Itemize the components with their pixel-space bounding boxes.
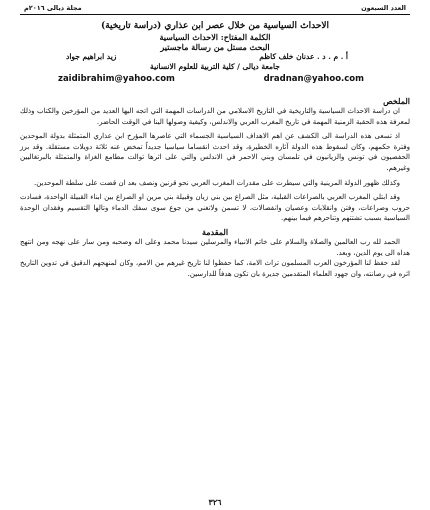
email-1: dradnan@yahoo.com (263, 74, 364, 84)
intro-paragraph: لقد حفظ لنا المؤرخون العرب المسلمون تراث الامة، كما حفظوا لنا تاريخ غيرهم من الامم، وكان لمنهجهم الدقيق في تدوين التاريخ اثره في رصانته، وان جهود العلماء المتقدمين جديرة بان تكون هدفاً للدارسين. (20, 259, 410, 278)
author-1: أ . م . د . عدنان خلف كاظم (259, 52, 348, 61)
abstract-paragraph: اذ تسعى هذه الدراسة الى الكشف عن اهم الاهداف السياسية الجسماء التي عاصرها المؤرخ ابن عذاري المتمثلة بدولة الموحدين وفترة حكمهم، وكان لسقوط هذه الدولة آثاره الخطيرة، وقد احدث انقساما سياسيا جديداً تمخض عنه ثلاثة دويلات مستقلة. وقد برز الحفصيون في تونس والزيانيون في تلمسان وبني الاحمر في الاندلس والتي على اثرها توالت مطامع الغزاة والمتمثلة بالبرتغاليين وغيرهم. (20, 132, 410, 172)
abstract-paragraph: ان دراسة الاحداث السياسية والتاريخية في التاريخ الاسلامي من الدراسات المهمة التي اتجه اليها العديد من المؤرخين والكتاب وذلك لمعرفة هذه الحقبة الزمنية المهمة في تاريخ المغرب العربي والاندلس، وكيفية وصولها الينا في الوقت الحاضر. (20, 107, 410, 126)
keywords: الكلمة المفتاح: الاحداث السياسية (159, 32, 271, 42)
paper-title: الاحداث السياسية من خلال عصر ابن عذاري (دراسة تاريخية) (100, 21, 330, 31)
affiliation: جامعة ديالى / كلية التربية للعلوم الانسانية (150, 62, 280, 71)
abstract-paragraph: وكذلك ظهور الدولة المرينية والتي سيطرت على مقدرات المغرب العربي نحو قرنين ونصف بعد ان قضت على سلطة الموحدين. (34, 178, 400, 187)
author-emails (20, 74, 410, 84)
intro-paragraph: الحمد لله رب العالمين والصلاة والسلام على خاتم الانبياء والمرسلين سيدنا محمد وعلى اله وصحبه ومن سار على نهجه ومن انتهج هداه الى يوم الدين، وبعد. (20, 237, 410, 257)
research-note: البحث مستل من رسالة ماجستير (160, 42, 270, 52)
email-2: zaidibrahim@yahoo.com (58, 74, 175, 84)
journal-label: مجلة ديالى ٢٠١٦م (24, 4, 82, 12)
author-2: زيد ابراهيم جواد (66, 52, 117, 61)
author-names (20, 52, 410, 62)
page-number: ٣٢٦ (208, 497, 222, 507)
intro-heading: المقدمة (201, 226, 229, 237)
abstract-heading: الملخص (383, 96, 410, 106)
issue-label: العدد السبعون (361, 4, 406, 12)
abstract-paragraph: وقد ابتلي المغرب العربي بالصراعات القبلية، مثل الصراع بين بني زيان وقبيلة بني مرين او الصراع بين ابناء القبيلة الواحدة، فسادت حروب وصراعات، وفتن وانقلابات وعصيان وانفصالات، لا تسمن ولاتغني من جوع سوى سفك الدماء وتالها التقسيم وفقدان الوحدة السياسية بسبب تشتتهم وتناحرهم فيما بينهم. (20, 193, 410, 223)
running-header (20, 4, 410, 15)
